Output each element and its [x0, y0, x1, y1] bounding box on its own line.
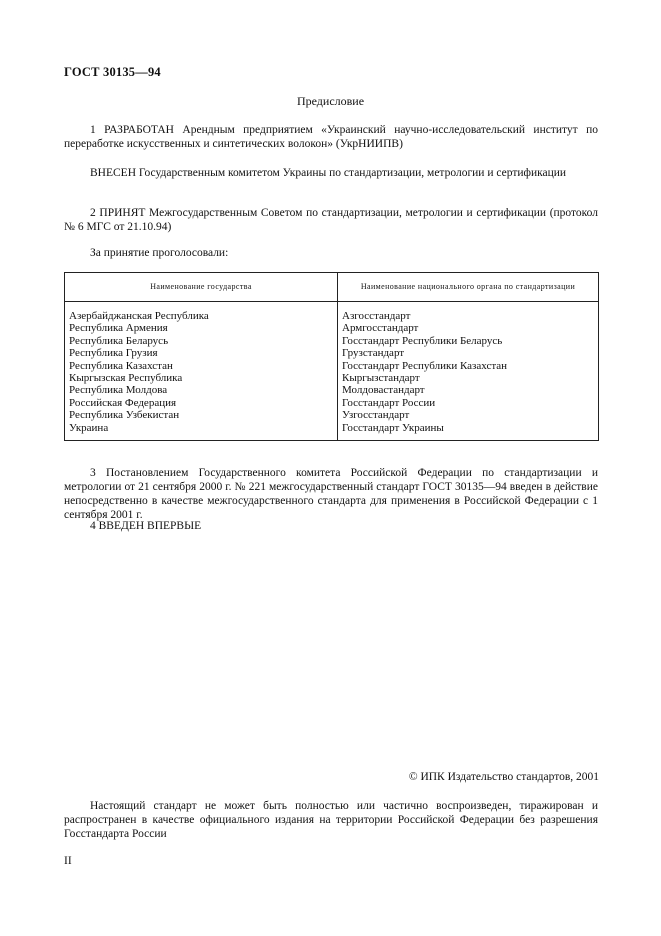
- cell-national-body: Грузстандарт: [338, 347, 599, 359]
- cell-state-name: Азербайджанская Республика: [65, 310, 338, 322]
- standard-code-header: ГОСТ 30135—94: [64, 65, 161, 79]
- cell-national-body: Госстандарт Республики Беларусь: [338, 335, 599, 347]
- table-row: [65, 372, 599, 384]
- table-row: [65, 360, 599, 372]
- cell-state-name: Республика Узбекистан: [65, 409, 338, 421]
- cell-national-body: Госстандарт Украины: [338, 422, 599, 434]
- paragraph-resolution: 3 Постановлением Государственного комитета Российской Федерации по стандартизации и метрологии от 21 сентября 2000 г. № 221 межгосударственный стандарт ГОСТ 30135—94 введен в действие непосредственно в качестве межгосударственного стандарта для применения в Российской Федерации с 1 сентября 2001 г.: [64, 467, 598, 521]
- paragraph-adopted: 2 ПРИНЯТ Межгосударственным Советом по стандартизации, метрологии и сертификации (протокол № 6 МГС от 21.10.94): [64, 207, 598, 233]
- cell-state-name: Украина: [65, 422, 338, 434]
- cell-state-name: Республика Беларусь: [65, 335, 338, 347]
- preface-title: Предисловие: [296, 94, 365, 108]
- table-row: [65, 322, 599, 334]
- cell-national-body: Узгосстандарт: [338, 409, 599, 421]
- table-row: [65, 409, 599, 421]
- cell-state-name: Республика Молдова: [65, 384, 338, 396]
- paragraph-voted: За принятие проголосовали:: [90, 247, 229, 259]
- cell-national-body: Молдовастандарт: [338, 384, 599, 396]
- table-row: [65, 422, 599, 434]
- cell-state-name: Кыргызская Республика: [65, 372, 338, 384]
- voting-states-table: [64, 272, 599, 441]
- cell-national-body: Госстандарт Республики Казахстан: [338, 360, 599, 372]
- cell-national-body: Госстандарт России: [338, 397, 599, 409]
- cell-state-name: Республика Казахстан: [65, 360, 338, 372]
- cell-state-name: Республика Армения: [65, 322, 338, 334]
- paragraph-introduced: ВНЕСЕН Государственным комитетом Украины по стандартизации, метрологии и сертификации: [90, 167, 567, 179]
- table-row: [65, 335, 599, 347]
- header-state-name: Наименование государства: [65, 273, 338, 302]
- paragraph-first-introduced: 4 ВВЕДЕН ВПЕРВЫЕ: [90, 520, 202, 532]
- reproduction-notice: Настоящий стандарт не может быть полностью или частично воспроизведен, тиражирован и распространен в качестве официального издания на территории Российской Федерации без разрешения Госстандарта России: [64, 800, 598, 840]
- page-number: II: [64, 855, 72, 867]
- cell-national-body: Кыргызстандарт: [338, 372, 599, 384]
- table-row: [65, 347, 599, 359]
- cell-state-name: Республика Грузия: [65, 347, 338, 359]
- table-row: [65, 384, 599, 396]
- table-header-row: [65, 273, 599, 302]
- cell-national-body: Азгосстандарт: [338, 310, 599, 322]
- table-row: [65, 310, 599, 322]
- table-row: [65, 397, 599, 409]
- header-national-body: Наименование национального органа по стандартизации: [338, 273, 599, 302]
- cell-national-body: Армгосстандарт: [338, 322, 599, 334]
- copyright-notice: © ИПК Издательство стандартов, 2001: [408, 771, 599, 783]
- paragraph-developed: 1 РАЗРАБОТАН Арендным предприятием «Украинский научно-исследовательский институт по переработке искусственных и синтетических волокон» (УкрНИИПВ): [64, 124, 598, 150]
- cell-state-name: Российская Федерация: [65, 397, 338, 409]
